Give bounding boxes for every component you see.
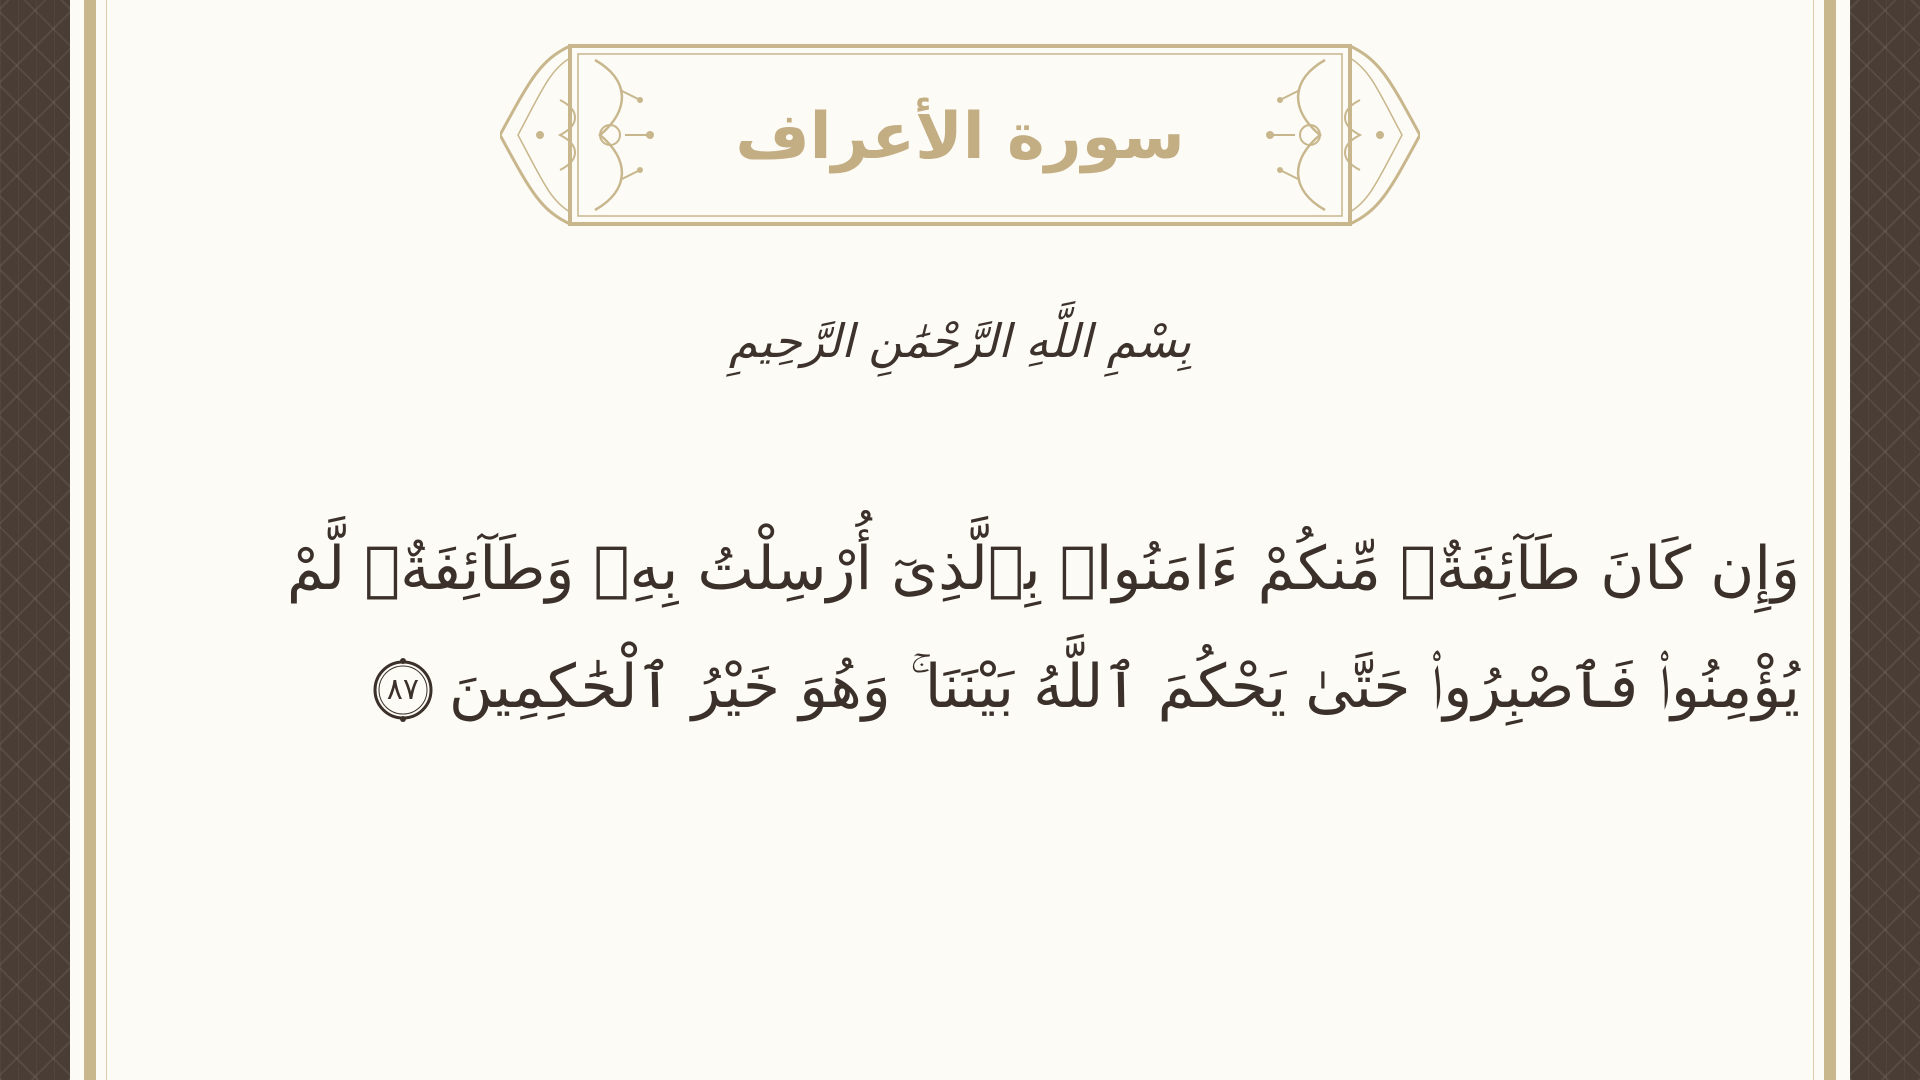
right-inner-line — [1813, 0, 1814, 1080]
right-ornamental-border — [1850, 0, 1920, 1080]
verse-line-2 — [240, 628, 1800, 746]
surah-title-frame — [500, 40, 1420, 230]
left-gold-rule — [84, 0, 96, 1080]
left-inner-line — [106, 0, 107, 1080]
verse-line-1: وَإِن كَانَ طَآئِفَةٌۭ مِّنكُمْ ءَامَنُوا۟ بِٱلَّذِىٓ أُرْسِلْتُ بِهِۦ وَطَآئِفَةٌۭ لَّمْ — [286, 534, 1800, 604]
verse-text — [240, 510, 1800, 746]
ayah-number-marker — [371, 658, 435, 722]
ayah-number: ٨٧ — [386, 672, 419, 708]
verse-line-2-text: يُؤْمِنُوا۟ فَٱصْبِرُوا۟ حَتَّىٰ يَحْكُمَ ٱللَّهُ بَيْنَنَا ۚ وَهُوَ خَيْرُ ٱلْحَٰكِمِينَ — [448, 652, 1800, 722]
basmala-calligraphy: بِسْمِ اللَّهِ الرَّحْمَٰنِ الرَّحِيمِ — [728, 314, 1192, 368]
right-gold-rule — [1824, 0, 1836, 1080]
surah-title: سورة الأعراف — [735, 100, 1185, 174]
left-ornamental-border — [0, 0, 70, 1080]
